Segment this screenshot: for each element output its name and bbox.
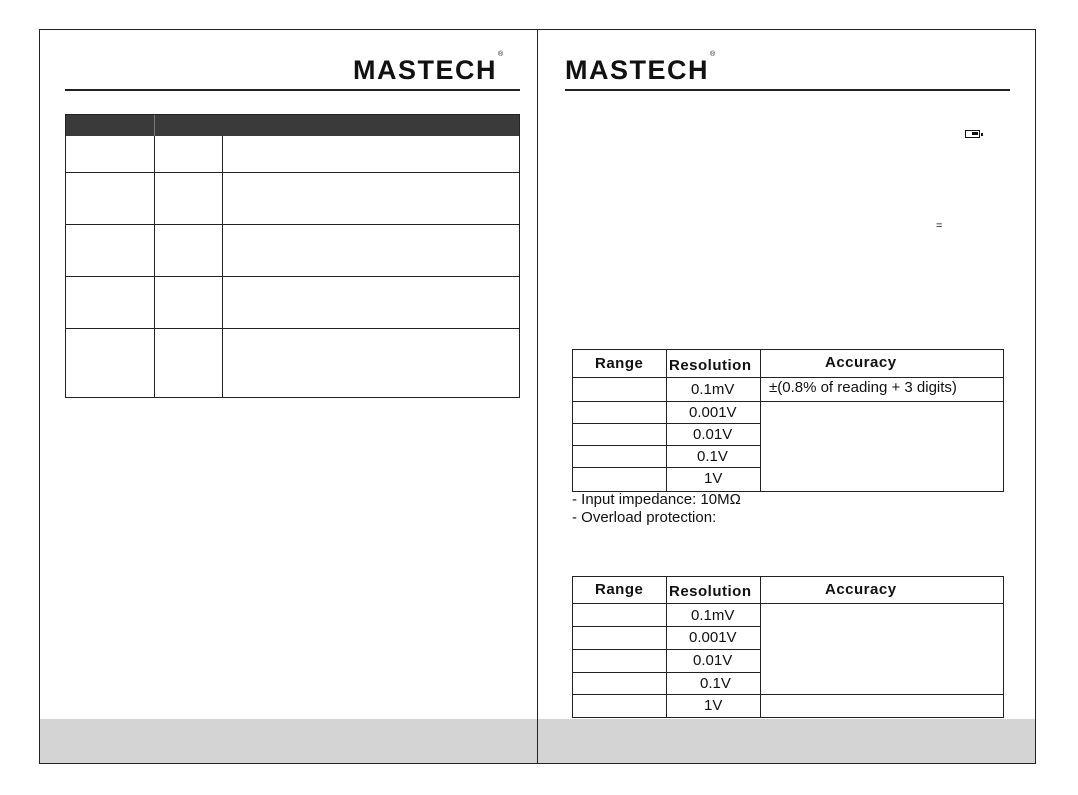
dcv-acc-0: ±(0.8% of reading + 3 digits) <box>769 379 957 396</box>
note-overload-protection: - Overload protection: <box>572 509 717 526</box>
left-table-row-line <box>66 276 519 277</box>
dcv-res-2: 0.01V <box>693 426 733 443</box>
dcv-header-accuracy: Accuracy <box>825 354 897 371</box>
left-logo: MASTECH® <box>353 51 505 85</box>
equals-glyph: = <box>936 220 943 232</box>
page-divider <box>537 29 538 764</box>
dcv-res-4: 1V <box>704 470 723 487</box>
right-header-rule <box>565 89 1010 91</box>
acv-header-range: Range <box>595 581 644 598</box>
dcv-header-range: Range <box>595 355 644 372</box>
left-table-col2-line <box>222 136 223 398</box>
acv-res-2: 0.01V <box>693 652 733 669</box>
acv-res-1: 0.001V <box>689 629 737 646</box>
left-table-row-line <box>66 328 519 329</box>
right-footer-band <box>538 719 1035 763</box>
left-footer-band <box>40 719 537 763</box>
acv-header-accuracy: Accuracy <box>825 581 897 598</box>
left-table-col1-line <box>154 136 155 398</box>
dcv-header-resolution: Resolution <box>669 357 752 374</box>
acv-res-4: 1V <box>704 697 723 714</box>
acv-header-resolution: Resolution <box>669 583 752 600</box>
note-input-impedance: - Input impedance: 10MΩ <box>572 491 741 508</box>
dcv-res-3: 0.1V <box>697 448 728 465</box>
left-table-row-line <box>66 172 519 173</box>
dcv-res-0: 0.1mV <box>691 381 735 398</box>
left-table-header <box>66 115 519 136</box>
left-spec-table <box>65 114 520 398</box>
left-header-rule <box>65 89 520 91</box>
acv-res-3: 0.1V <box>700 675 731 692</box>
acv-res-0: 0.1mV <box>691 607 735 624</box>
acv-table <box>572 576 1004 718</box>
dcv-table <box>572 349 1004 492</box>
left-table-row-line <box>66 224 519 225</box>
right-logo: MASTECH® <box>565 51 717 85</box>
dcv-res-1: 0.001V <box>689 404 737 421</box>
battery-low-icon <box>965 130 980 138</box>
